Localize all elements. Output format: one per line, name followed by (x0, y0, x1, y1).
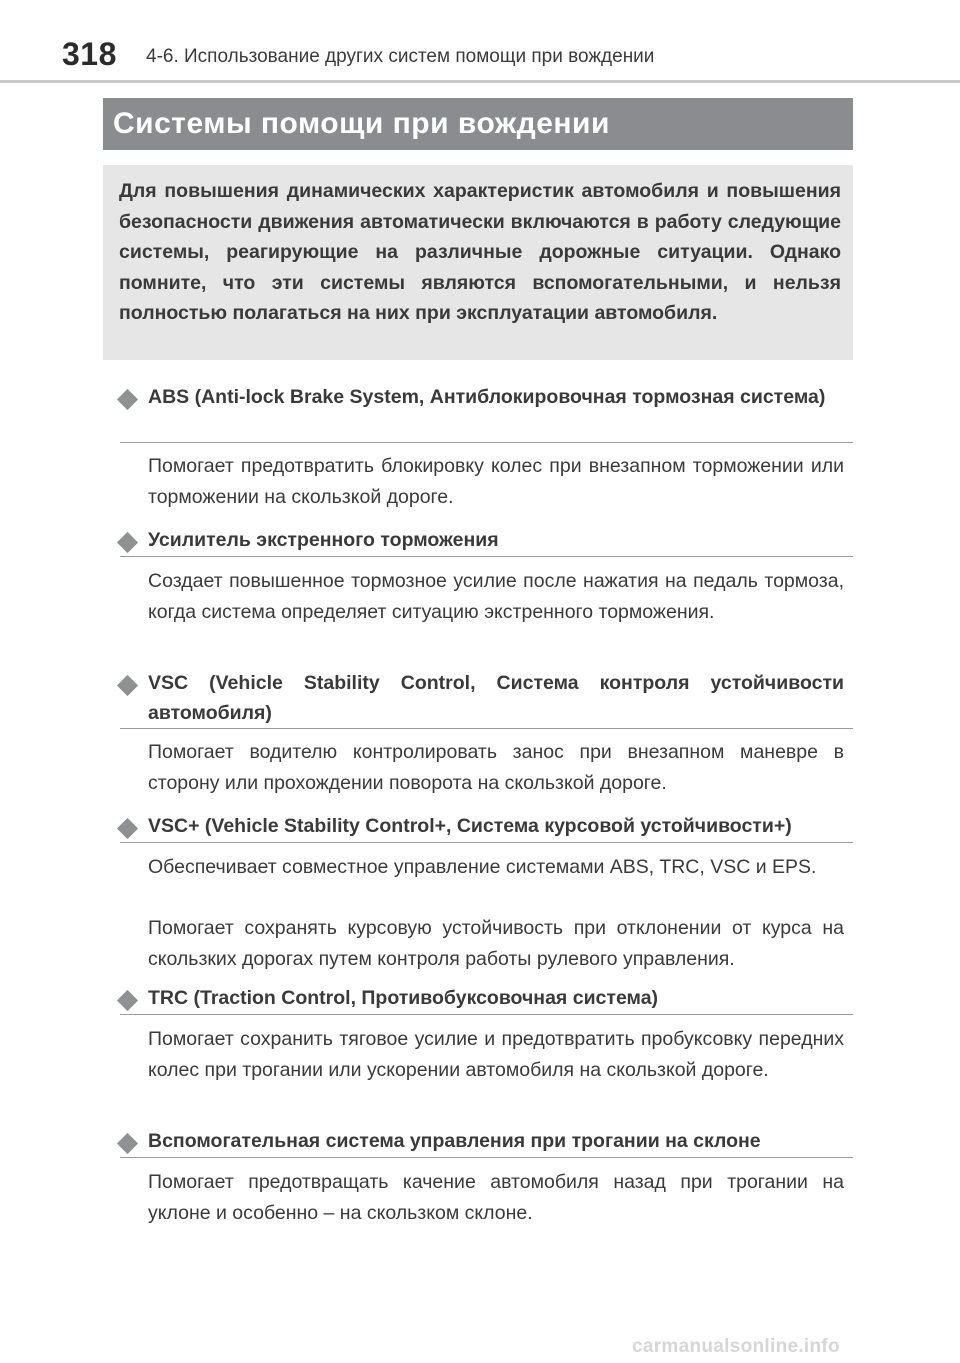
header-divider (0, 80, 960, 83)
section-body: Помогает сохранить тяговое усилие и предотвратить пробуксовку передних колес при трогании или ускорении автомобиля на скользкой дороге. (148, 1028, 844, 1081)
diamond-bullet-icon (117, 818, 138, 839)
diamond-bullet-icon (117, 1133, 138, 1154)
intro-box (103, 165, 853, 360)
watermark: carmanualsonline.info (632, 1336, 840, 1357)
diamond-bullet-icon (117, 389, 138, 410)
intro-text: Для повышения динамических характеристик автомобиля и повышения безопасности движения автоматически включаются в работу следующие системы, реагирующие на различные дорожные ситуации. Однако помните, что эти системы являются вспомогательными, и нельзя полностью полагаться на них при эксплуатации автомобиля. (119, 180, 841, 325)
section-divider (120, 1014, 853, 1015)
section-title: Вспомогательная система управления при трогании на склоне (148, 1130, 761, 1152)
diamond-bullet-icon (117, 675, 138, 696)
section-title: ABS (Anti-lock Brake System, Антиблокировочная тормозная система) (148, 386, 826, 408)
section-title: VSC (Vehicle Stability Control, Система контроля устойчивости автомобиля) (148, 672, 844, 724)
section-divider (120, 1157, 853, 1158)
section-body: Помогает сохранять курсовую устойчивость при отклонении от курса на скользких дорогах путем контроля работы рулевого управления. (148, 917, 844, 970)
diamond-bullet-icon (117, 532, 138, 553)
section-body: Помогает предотвращать качение автомобиля назад при трогании на уклоне и особенно – на скользком склоне. (148, 1171, 844, 1224)
diamond-bullet-icon (117, 990, 138, 1011)
section-divider (120, 556, 853, 557)
section-body: Создает повышенное тормозное усилие после нажатия на педаль тормоза, когда система определяет ситуацию экстренного торможения. (148, 570, 844, 623)
section-title: TRC (Traction Control, Противобуксовочная система) (148, 987, 659, 1009)
section-title: Усилитель экстренного торможения (148, 529, 499, 551)
section-title: VSC+ (Vehicle Stability Control+, Система курсовой устойчивости+) (148, 815, 792, 837)
page-title: Системы помощи при вождении (113, 107, 610, 140)
section-body: Помогает предотвратить блокировку колес при внезапном торможении или торможении на скользкой дороге. (148, 455, 844, 508)
section-divider (120, 728, 853, 729)
section-divider (120, 842, 853, 843)
section-body: Обеспечивает совместное управление системами ABS, TRC, VSC и EPS. (148, 856, 817, 878)
chapter-title: 4-6. Использование других систем помощи при вождении (146, 46, 655, 67)
page-header (0, 0, 960, 82)
section-title-bar (103, 98, 853, 150)
page-number: 318 (62, 36, 117, 72)
section-divider (120, 442, 853, 443)
section-body: Помогает водителю контролировать занос при внезапном маневре в сторону или прохождении поворота на скользкой дороге. (148, 741, 844, 794)
